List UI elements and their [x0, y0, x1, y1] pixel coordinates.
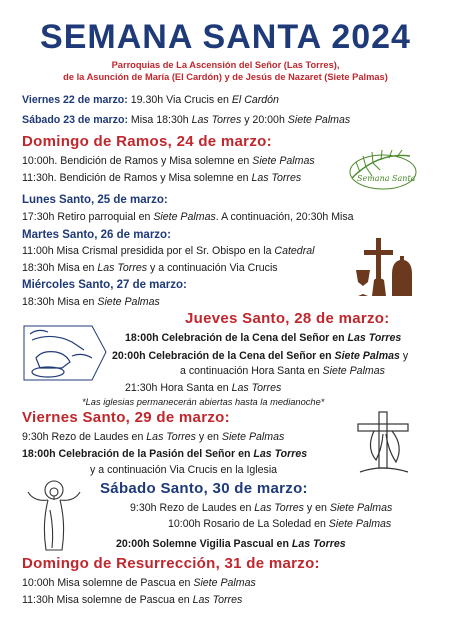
viernes-line-2: 18:00h Celebración de la Pasión del Señor en Las Torres	[22, 448, 308, 460]
miercoles-heading: Miércoles Santo, 27 de marzo:	[22, 279, 187, 291]
ramos-line-1: 10:00h. Bendición de Ramos y Misa solemne en Siete Palmas	[22, 155, 315, 167]
sabado-line-1: 9:30h Rezo de Laudes en Las Torres y en Siete Palmas	[130, 502, 393, 514]
viernes-line-1: 9:30h Rezo de Laudes en Las Torres y en Siete Palmas	[22, 431, 285, 443]
jueves-line-2: 20:00h Celebración de la Cena del Señor en Siete Palmas y	[112, 350, 409, 362]
subtitle-parishes-2: de la Asunción de María (El Cardón) y de Jesús de Nazaret (Siete Palmas)	[63, 72, 388, 82]
page-title: SEMANA SANTA 2024	[40, 18, 411, 56]
domingo-heading: Domingo de Resurrección, 31 de marzo:	[22, 555, 320, 572]
sabado-23-line: Sábado 23 de marzo: Misa 18:30h Las Torres y 20:00h Siete Palmas	[22, 114, 351, 126]
holy-oils-icon	[352, 236, 424, 302]
martes-line-1: 11:00h Misa Crismal presidida por el Sr. Obispo en la Catedral	[22, 245, 315, 257]
jueves-line-1: 18:00h Celebración de la Cena del Señor en Las Torres	[125, 332, 402, 344]
jueves-note: *Las iglesias permanecerán abiertas hasta la medianoche*	[82, 397, 325, 407]
sabado-heading: Sábado Santo, 30 de marzo:	[100, 480, 308, 497]
viernes-22-line: Viernes 22 de marzo: 19.30h Via Crucis en El Cardón	[22, 94, 279, 106]
ramos-heading: Domingo de Ramos, 24 de marzo:	[22, 133, 272, 150]
jueves-line-3: a continuación Hora Santa en Siete Palmas	[180, 365, 385, 377]
domingo-line-1: 10:00h Misa solemne de Pascua en Siete Palmas	[22, 577, 256, 589]
foot-washing-icon	[22, 322, 108, 384]
jueves-heading: Jueves Santo, 28 de marzo:	[185, 310, 390, 327]
subtitle-parishes-1: Parroquias de La Ascensión del Señor (Las Torres),	[111, 60, 340, 70]
palm-branch-icon	[348, 148, 418, 192]
viernes-heading: Viernes Santo, 29 de marzo:	[22, 409, 230, 426]
ramos-line-2: 11:30h. Bendición de Ramos y Misa solemne en Las Torres	[22, 172, 302, 184]
sabado-line-3: 20:00h Solemne Vigilia Pascual en Las Torres	[116, 538, 346, 550]
viernes-line-3: y a continuación Via Crucis en la Iglesia	[90, 464, 278, 476]
sabado-line-2: 10:00h Rosario de La Soledad en Siete Palmas	[168, 518, 392, 530]
martes-line-2: 18:30h Misa en Las Torres y a continuación Via Crucis	[22, 262, 278, 274]
risen-christ-icon	[24, 480, 84, 554]
lunes-line-1: 17:30h Retiro parroquial en Siete Palmas. A continuación, 20:30h Misa	[22, 211, 354, 223]
martes-heading: Martes Santo, 26 de marzo:	[22, 229, 171, 241]
cross-with-cloth-icon	[352, 408, 416, 476]
lunes-heading: Lunes Santo, 25 de marzo:	[22, 194, 168, 206]
jueves-line-4: 21:30h Hora Santa en Las Torres	[125, 382, 282, 394]
semana-santa-badge: Semana Santa	[357, 174, 416, 183]
miercoles-line-1: 18:30h Misa en Siete Palmas	[22, 296, 160, 308]
domingo-line-2: 11:30h Misa solemne de Pascua en Las Torres	[22, 594, 243, 606]
